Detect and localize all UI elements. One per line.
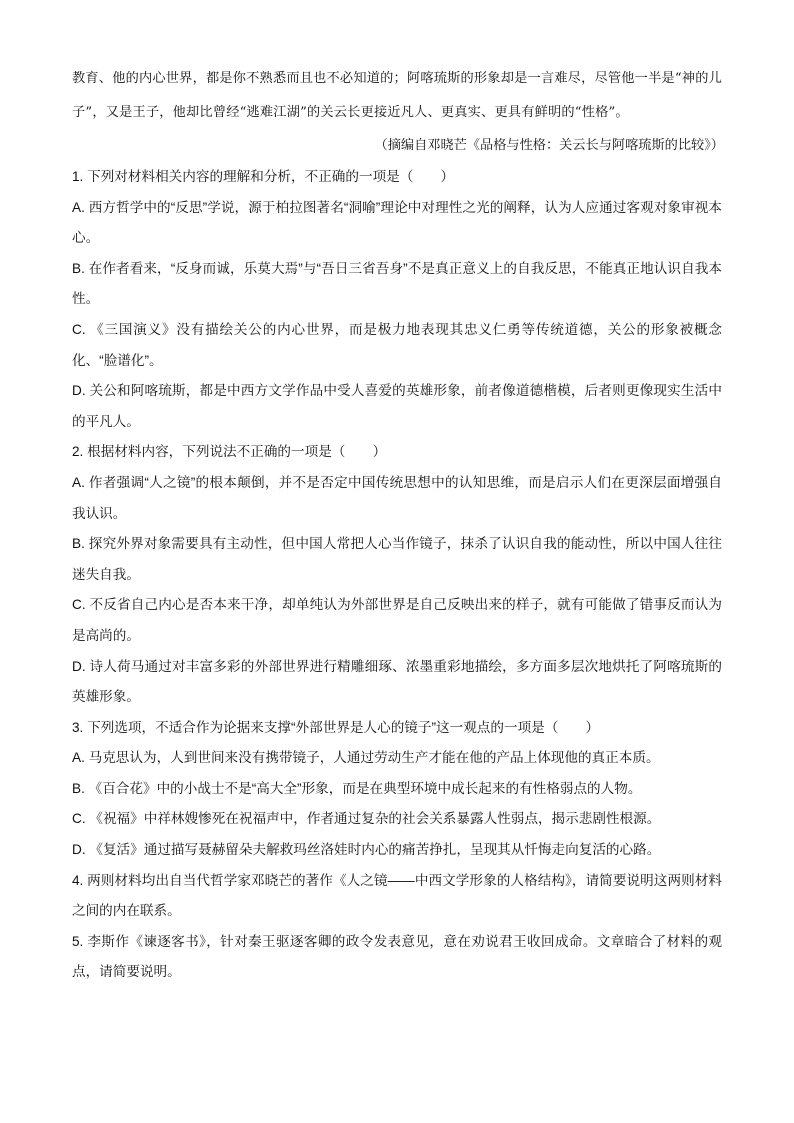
option-c: C. 《祝福》中祥林嫂惨死在祝福声中，作者通过复杂的社会关系暴露人性弱点，揭示悲剧性根源。 [72,811,661,827]
question-stem: 4. 两则材料均出自当代哲学家邓晓芒的著作《人之镜——中西文学形象的人格结构》，请简要说明这两则材料之间的内在联系。 [72,872,722,919]
option-c: C. 《三国演义》没有描绘关公的内心世界，而是极力地表现其忠义仁勇等传统道德，关公的形象被概念化、“脸谱化”。 [72,321,722,368]
question-stem: 2. 根据材料内容，下列说法不正确的一项是（ ） [72,444,387,460]
option-b: B. 在作者看来，“反身而诚，乐莫大焉”与“吾日三省吾身”不是真正意义上的自我反思，不能真正地认识自我本性。 [72,260,722,307]
option-d: D. 关公和阿喀琉斯，都是中西方文学作品中受人喜爱的英雄形象，前者像道德楷模，后者则更像现实生活中的平凡人。 [72,383,722,429]
option-c: C. 不反省自己内心是否本来干净，却单纯认为外部世界是自己反映出来的样子，就有可能做了错事反而认为是高尚的。 [72,597,722,643]
question-stem: 5. 李斯作《谏逐客书》，针对秦王驱逐客卿的政令发表意见，意在劝说君王收回成命。文章暗合了材料的观点，请简要说明。 [72,933,722,980]
question-2 [72,437,722,712]
option-d: D. 诗人荷马通过对丰富多彩的外部世界进行精雕细琢、浓墨重彩地描绘，多方面多层次地烘托了阿喀琉斯的英雄形象。 [72,658,722,705]
question-stem: 3. 下列选项，不适合作为论据来支撑“外部世界是人心的镜子”这一观点的一项是（ ） [72,719,600,735]
passage-tail-paragraph: 教育、他的内心世界，都是你不熟悉而且也不必知道的；阿喀琉斯的形象却是一言难尽，尽管他一半是“神的儿子”，又是王子，他却比曾经“逃难江湖”的关云长更接近凡人、更真实、更具有鲜明的“性格”。 [72,71,722,120]
question-4 [72,866,722,927]
option-a: A. 作者强调“人之镜”的根本颠倒，并不是否定中国传统思想中的认知思维，而是启示人们在更深层面增强自我认识。 [72,474,722,521]
question-stem: 1. 下列对材料相关内容的理解和分析，不正确的一项是（ ） [72,169,455,184]
option-d: D. 《复活》通过描写聂赫留朵夫解救玛丝洛娃时内心的痛苦挣扎，呈现其从忏悔走向复活的心路。 [72,842,661,858]
option-a: A. 西方哲学中的“反思”学说，源于柏拉图著名“洞喻”理论中对理性之光的阐释，认为人应通过客观对象审视本心。 [72,199,722,246]
option-a: A. 马克思认为，人到世间来没有携带镜子，人通过劳动生产才能在他的产品上体现他的真正本质。 [72,750,660,766]
question-5 [72,927,722,988]
option-b: B. 探究外界对象需要具有主动性，但中国人常把人心当作镜子，抹杀了认识自我的能动性，所以中国人往往迷失自我。 [72,536,722,582]
question-3 [72,713,722,866]
source-citation: （摘编自邓晓芒《品格与性格：关云长与阿喀琉斯的比较》） [374,138,724,153]
question-1 [72,162,722,437]
option-b: B. 《百合花》中的小战士不是“高大全”形象，而是在典型环境中成长起来的有性格弱点的人物。 [72,780,642,796]
